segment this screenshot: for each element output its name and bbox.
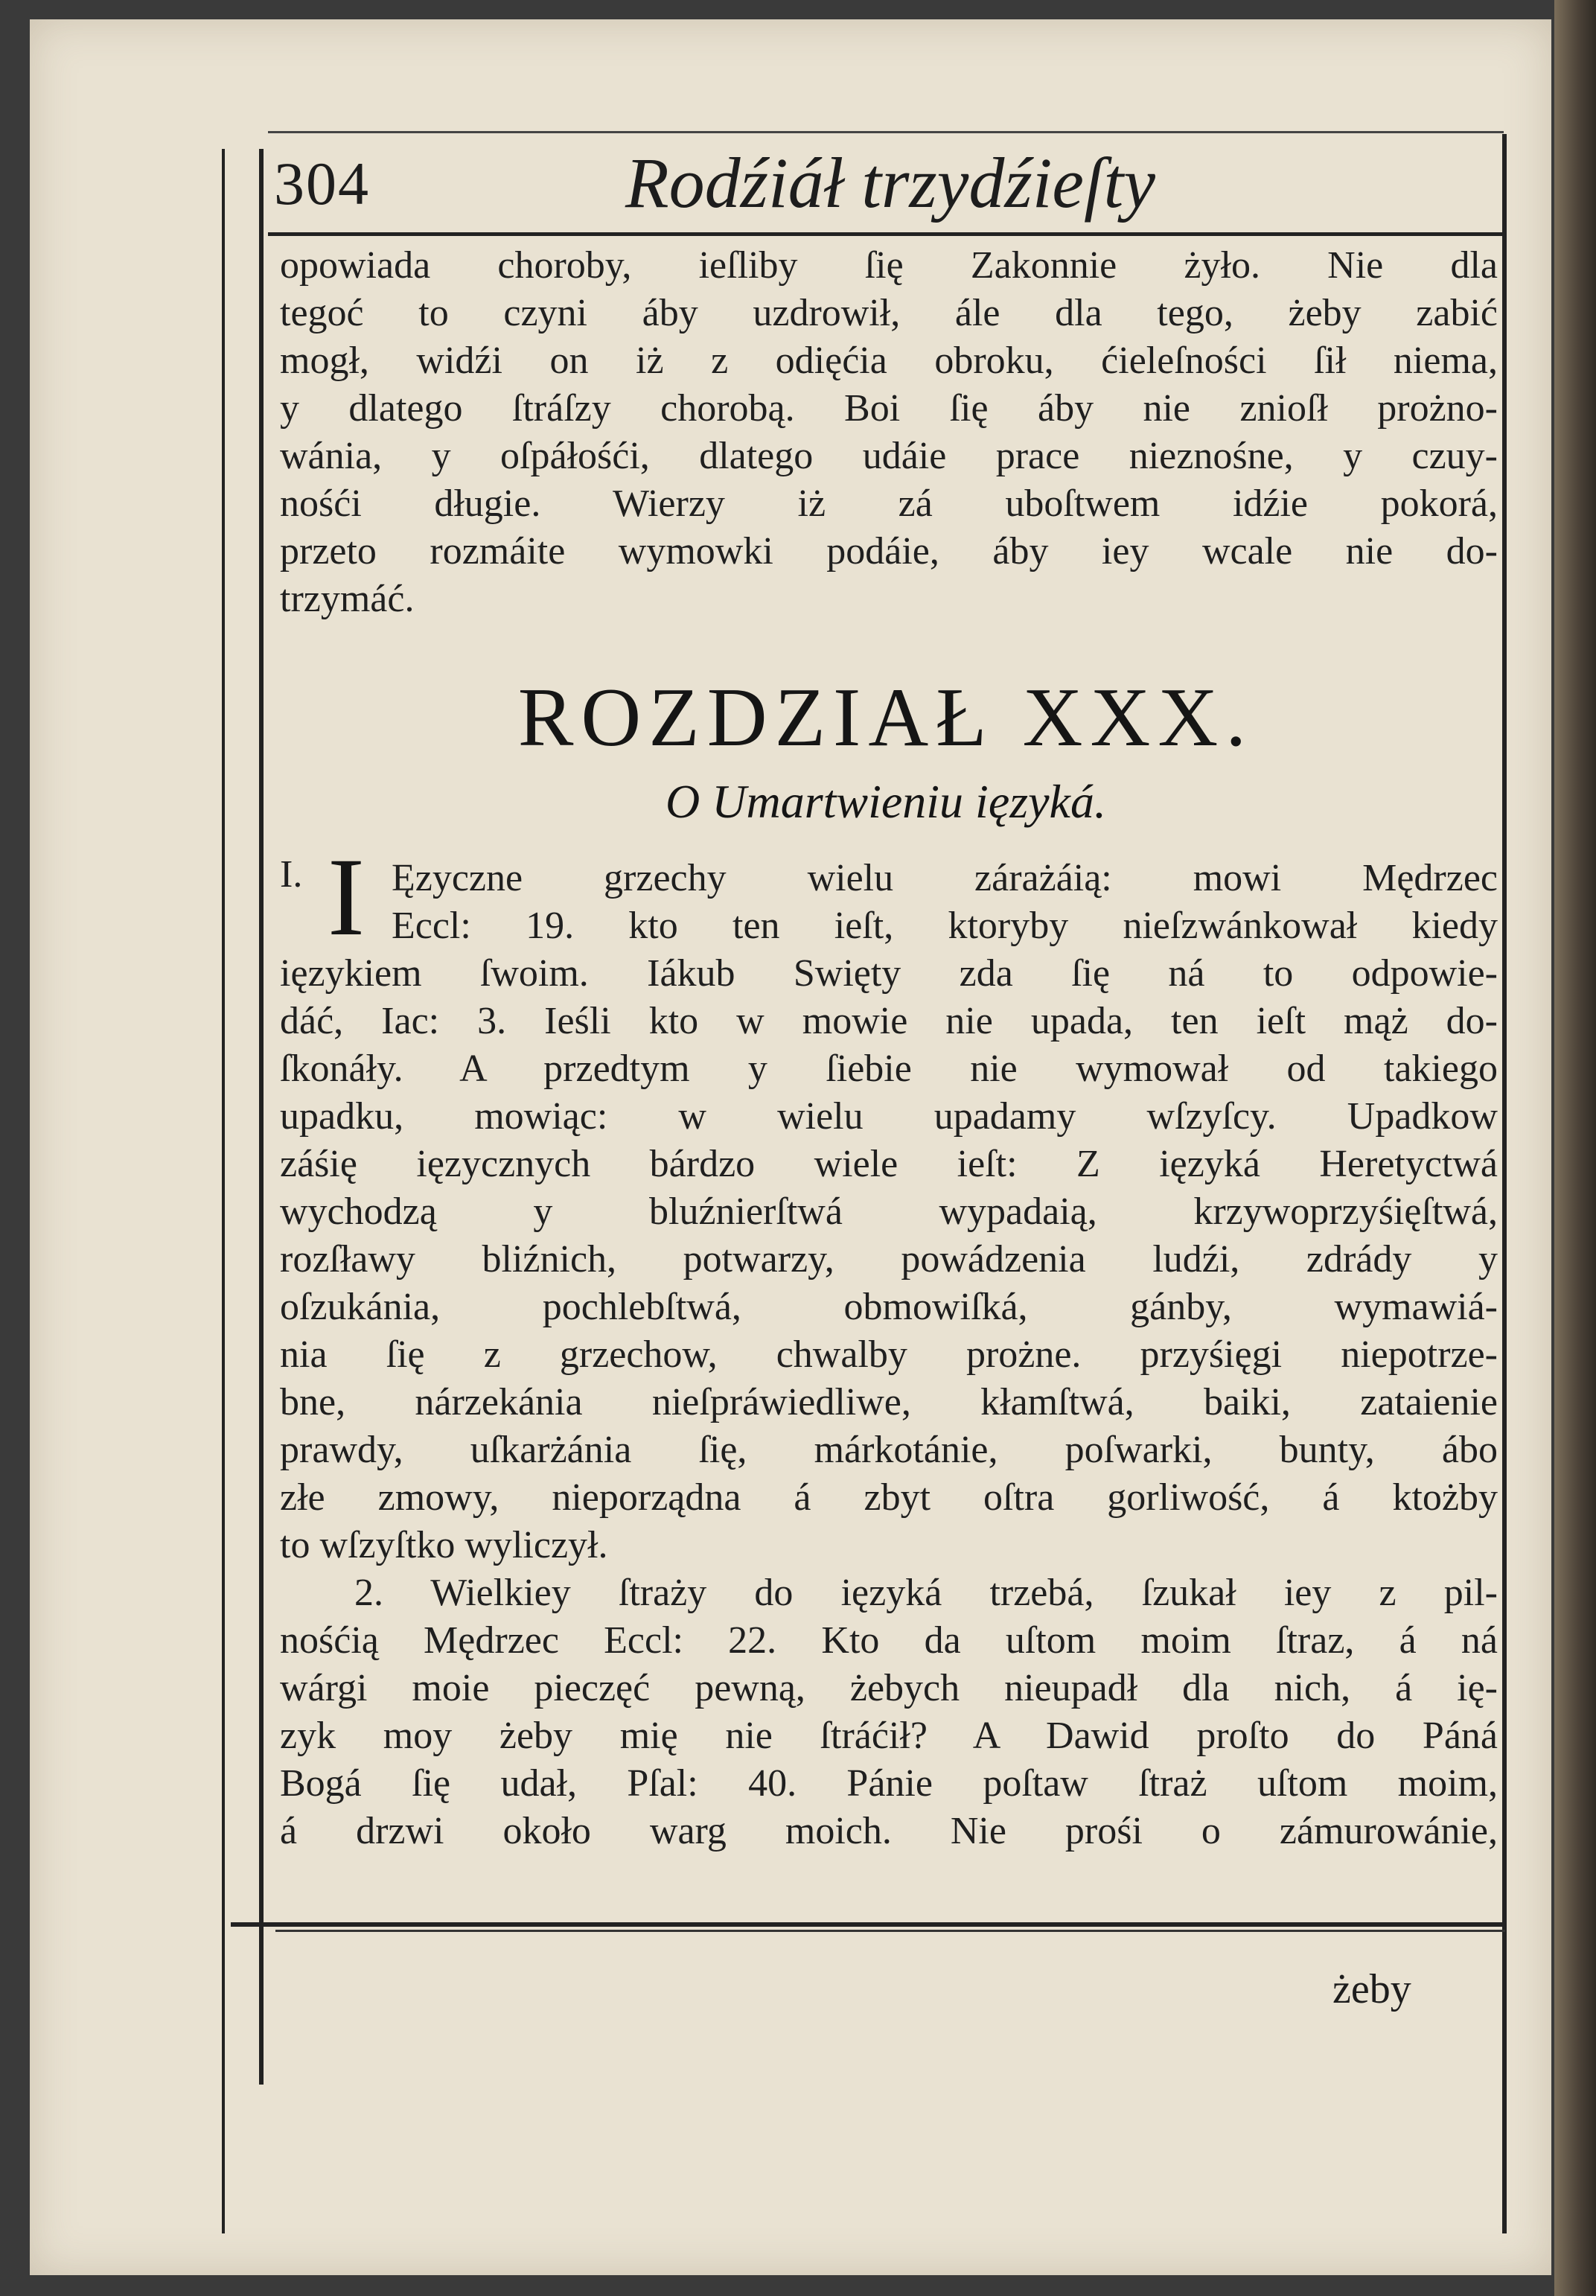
text-line: przeto rozmáite wymowki podáie, áby iey wcale nie do-: [280, 530, 1498, 573]
frame-left-inner-rule: [259, 149, 264, 2085]
text-line: rozſławy bliźnich, potwarzy, powádzenia ludźi, zdrády y: [280, 1238, 1498, 1281]
frame-right-rule: [1502, 134, 1507, 2233]
header-top-rule: [268, 131, 1504, 133]
text-line: prawdy, uſkarżánia ſię, márkotánie, poſwarki, bunty, ábo: [280, 1429, 1498, 1471]
frame-bottom-rule-thin: [275, 1930, 1505, 1932]
chapter-title: ROZDZIAŁ XXX.: [517, 672, 1254, 764]
text-line: y dlatego ſtráſzy chorobą. Boi ſię áby nie znioſł prożno-: [280, 387, 1498, 430]
text-line: trzymáć.: [280, 578, 415, 620]
text-line: dáć, Iac: 3. Ieśli kto w mowie nie upada, ten ieſt mąż do-: [280, 1000, 1498, 1042]
text-line: zyk moy żeby mię nie ſtráćił? A Dawid proſto do Páná: [280, 1715, 1498, 1757]
chapter-body: [280, 855, 1498, 1855]
text-line: wánia, y oſpáłośći, dlatego udáie prace nieznośne, y czuy-: [280, 435, 1498, 477]
text-line: á drzwi około warg moich. Nie prośi o zámurowánie,: [280, 1810, 1498, 1852]
chapter-subtitle: O Umartwieniu ięzyká.: [665, 775, 1106, 828]
running-head: Rodźiáł trzydźieſty: [625, 143, 1155, 223]
text-line: ſkonáły. A przedtym y ſiebie nie wymował od takiego: [280, 1047, 1498, 1090]
text-line: záśię ięzycznych bárdzo wiele ieſt: Z ięzyká Heretyctwá: [280, 1143, 1498, 1185]
text-line: opowiada choroby, ieſliby ſię Zakonnie żyło. Nie dla: [280, 244, 1498, 287]
text-line: nia ſię z grzechow, chwalby prożne. przyśięgi niepotrze-: [280, 1333, 1498, 1376]
page-header: [268, 141, 1504, 231]
header-rule: [268, 232, 1504, 236]
book-spine: [1554, 0, 1596, 2296]
text-line: Eccl: 19. kto ten ieſt, ktoryby nieſzwánkował kiedy: [392, 905, 1498, 947]
text-line: to wſzyſtko wyliczył.: [280, 1524, 608, 1566]
text-line: wychodzą y bluźnierſtwá wypadaią, krzywoprzyśięſtwá,: [280, 1190, 1498, 1233]
text-line: upadku, mowiąc: w wielu upadamy wſzyſcy. Upadkow: [280, 1095, 1498, 1138]
page-number: 304: [274, 150, 370, 217]
frame-bottom-rule: [231, 1922, 1505, 1927]
drop-capital: I: [328, 835, 365, 959]
text-line: Ęzyczne grzechy wielu zárażáią: mowi Mędrzec: [392, 857, 1498, 899]
text-line: złe zmowy, nieporządna á zbyt oſtra gorliwość, á ktożby: [280, 1476, 1498, 1519]
intro-paragraph: [280, 242, 1498, 623]
text-line: wárgi moie pieczęć pewną, żebych nieupadł dla nich, á ię-: [280, 1667, 1498, 1709]
catchword: żeby: [1332, 1966, 1411, 2012]
text-line: tegoć to czyni áby uzdrowił, ále dla tego, żeby zabić: [280, 292, 1498, 334]
text-line: bne, nárzekánia nieſpráwiedliwe, kłamſtwá, baiki, zataienie: [280, 1381, 1498, 1423]
text-line: Bogá ſię udał, Pſal: 40. Pánie poſtaw ſtraż uſtom moim,: [280, 1762, 1498, 1805]
text-line: ięzykiem ſwoim. Iákub Swięty zda ſię ná to odpowie-: [280, 952, 1498, 995]
section-number: I.: [280, 853, 303, 896]
text-line: nośćią Mędrzec Eccl: 22. Kto da uſtom moim ſtraz, á ná: [280, 1619, 1498, 1662]
text-line: oſzukánia, pochlebſtwá, obmowiſká, gánby, wymawiá-: [280, 1286, 1498, 1328]
text-line: 2. Wielkiey ſtraży do ięzyká trzebá, ſzukał iey z pil-: [354, 1572, 1498, 1614]
text-line: nośći długie. Wierzy iż zá uboſtwem idźie pokorá,: [280, 482, 1498, 525]
text-line: mogł, widźi on iż z odięćia obroku, ćieleſności ſił niema,: [280, 339, 1498, 382]
frame-left-outer-rule: [222, 149, 225, 2233]
